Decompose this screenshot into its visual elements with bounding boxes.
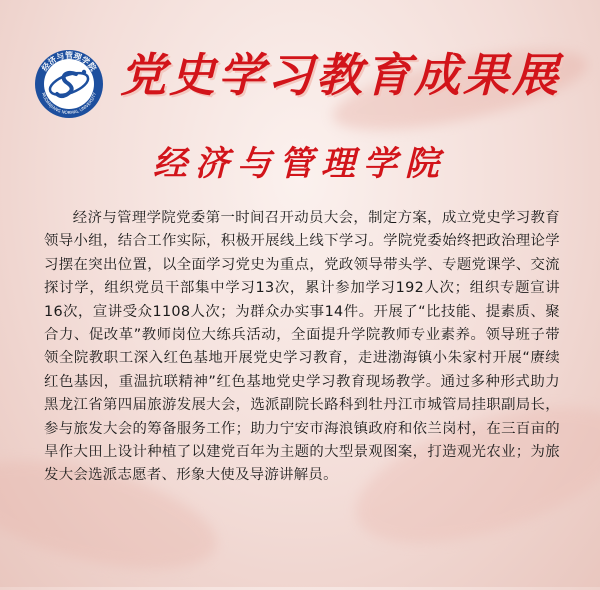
logo-ring-text: MUDANJIANG NORMAL UNIVERSITY — [40, 91, 98, 116]
logo-arc-text: 经济与管理学院 — [40, 51, 98, 73]
university-logo — [33, 48, 105, 120]
body-paragraph: 经济与管理学院党委第一时间召开动员大会，制定方案，成立党史学习教育领导小组，结合工作实际，积极开展线上线下学习。学院党委始终把政治理论学习摆在突出位置，以全面学习党史为重点，党政领导带头学、专题党课学、交流探讨学，组织党员干部集中学习13次，累计参加学习192人次；组织专题宣讲16次，宣讲受众1108人次；为群众办实事14件。开展了“比技能、提素质、聚合力、促改革”教师岗位大练兵活动，全面提升学院教师专业素养。领导班子带领全院教职工深入红色基地开展党史学习教育，走进渤海镇小朱家村开展“赓续红色基因，重温抗联精神”红色基地党史学习教育现场教学。通过多种形式助力黑龙江省第四届旅游发展大会，选派副院长路科到牡丹江市城管局挂职副局长，参与旅发大会的筹备服务工作；助力宁安市海浪镇政府和依兰岗村，在三百亩的旱作大田上设计种植了以建党百年为主题的大型景观图案，打造观光农业；为旅发大会选派志愿者、形象大使及导游讲解员。 — [44, 210, 560, 484]
logo-star — [82, 70, 86, 74]
college-name: 经济与管理学院 — [153, 144, 447, 184]
page-title: 党史学习教育成果展 — [120, 48, 561, 102]
